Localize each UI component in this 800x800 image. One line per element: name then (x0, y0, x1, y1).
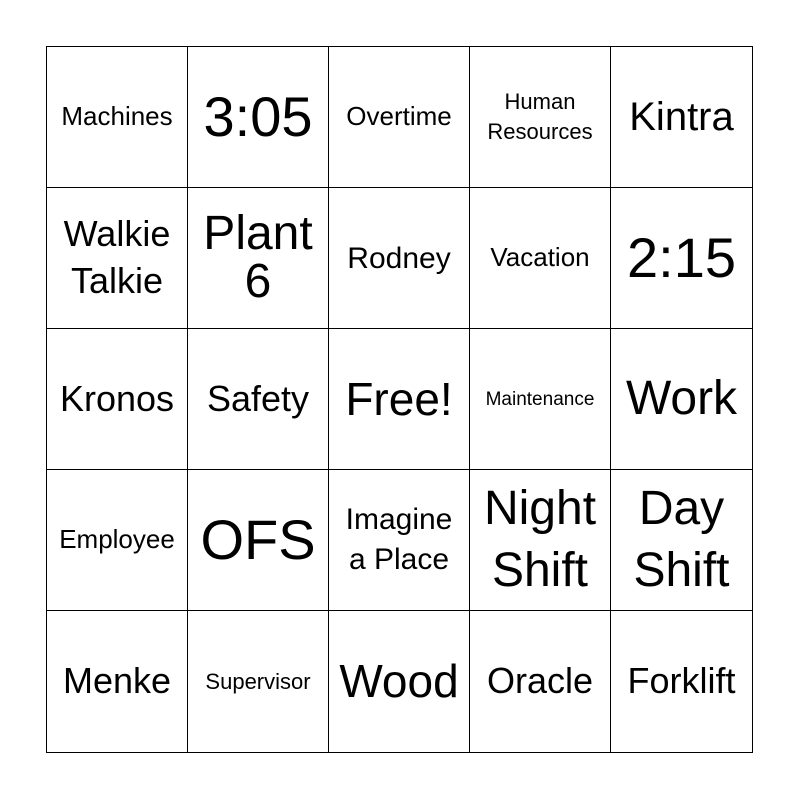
bingo-cell[interactable] (47, 611, 188, 752)
bingo-cell[interactable] (47, 47, 188, 188)
cell-label: 2:15 (627, 226, 736, 290)
bingo-cell[interactable] (329, 47, 470, 188)
bingo-cell[interactable] (611, 188, 752, 329)
bingo-cell[interactable] (188, 611, 329, 752)
cell-label: Day Shift (633, 481, 730, 597)
cell-label: Oracle (486, 660, 594, 702)
bingo-cell[interactable] (47, 470, 188, 611)
cell-label: 3:05 (203, 85, 313, 149)
bingo-cell[interactable] (470, 470, 611, 611)
bingo-cell[interactable] (329, 188, 470, 329)
cell-label: Kronos (59, 377, 175, 419)
bingo-board (46, 46, 753, 753)
bingo-cell[interactable] (188, 188, 329, 329)
cell-label: Employee (59, 524, 175, 555)
bingo-cell[interactable] (188, 47, 329, 188)
bingo-cell[interactable] (611, 329, 752, 470)
cell-label: Overtime (346, 101, 452, 132)
bingo-cell[interactable] (611, 470, 752, 611)
cell-label: OFS (200, 508, 316, 572)
cell-label: Supervisor (205, 668, 311, 694)
cell-label: Maintenance (485, 388, 595, 410)
bingo-cell[interactable] (329, 329, 470, 470)
cell-label: Rodney (347, 241, 451, 275)
bingo-cell[interactable] (470, 188, 611, 329)
cell-label: Vacation (490, 242, 590, 273)
cell-label: Kintra (629, 95, 734, 139)
bingo-cell[interactable] (329, 470, 470, 611)
cell-label: Plant 6 (203, 207, 313, 308)
cell-label: Night Shift (483, 481, 597, 597)
bingo-cell[interactable] (188, 470, 329, 611)
cell-label: Safety (206, 377, 310, 419)
bingo-cell[interactable] (47, 188, 188, 329)
cell-label: Machines (61, 101, 173, 132)
cell-label: Walkie Talkie (63, 213, 171, 301)
cell-label: Human Resources (487, 89, 593, 144)
cell-label: Imagine a Place (345, 502, 453, 576)
bingo-cell[interactable] (329, 611, 470, 752)
cell-label: Free! (345, 372, 453, 425)
cell-label: Work (625, 371, 738, 425)
cell-label: Forklift (627, 660, 736, 702)
bingo-cell[interactable] (611, 611, 752, 752)
cell-label: Menke (62, 660, 172, 702)
bingo-cell[interactable] (470, 611, 611, 752)
bingo-cell[interactable] (47, 329, 188, 470)
bingo-cell[interactable] (470, 47, 611, 188)
bingo-cell[interactable] (611, 47, 752, 188)
cell-label: Wood (339, 655, 459, 708)
bingo-cell[interactable] (188, 329, 329, 470)
bingo-cell[interactable] (470, 329, 611, 470)
